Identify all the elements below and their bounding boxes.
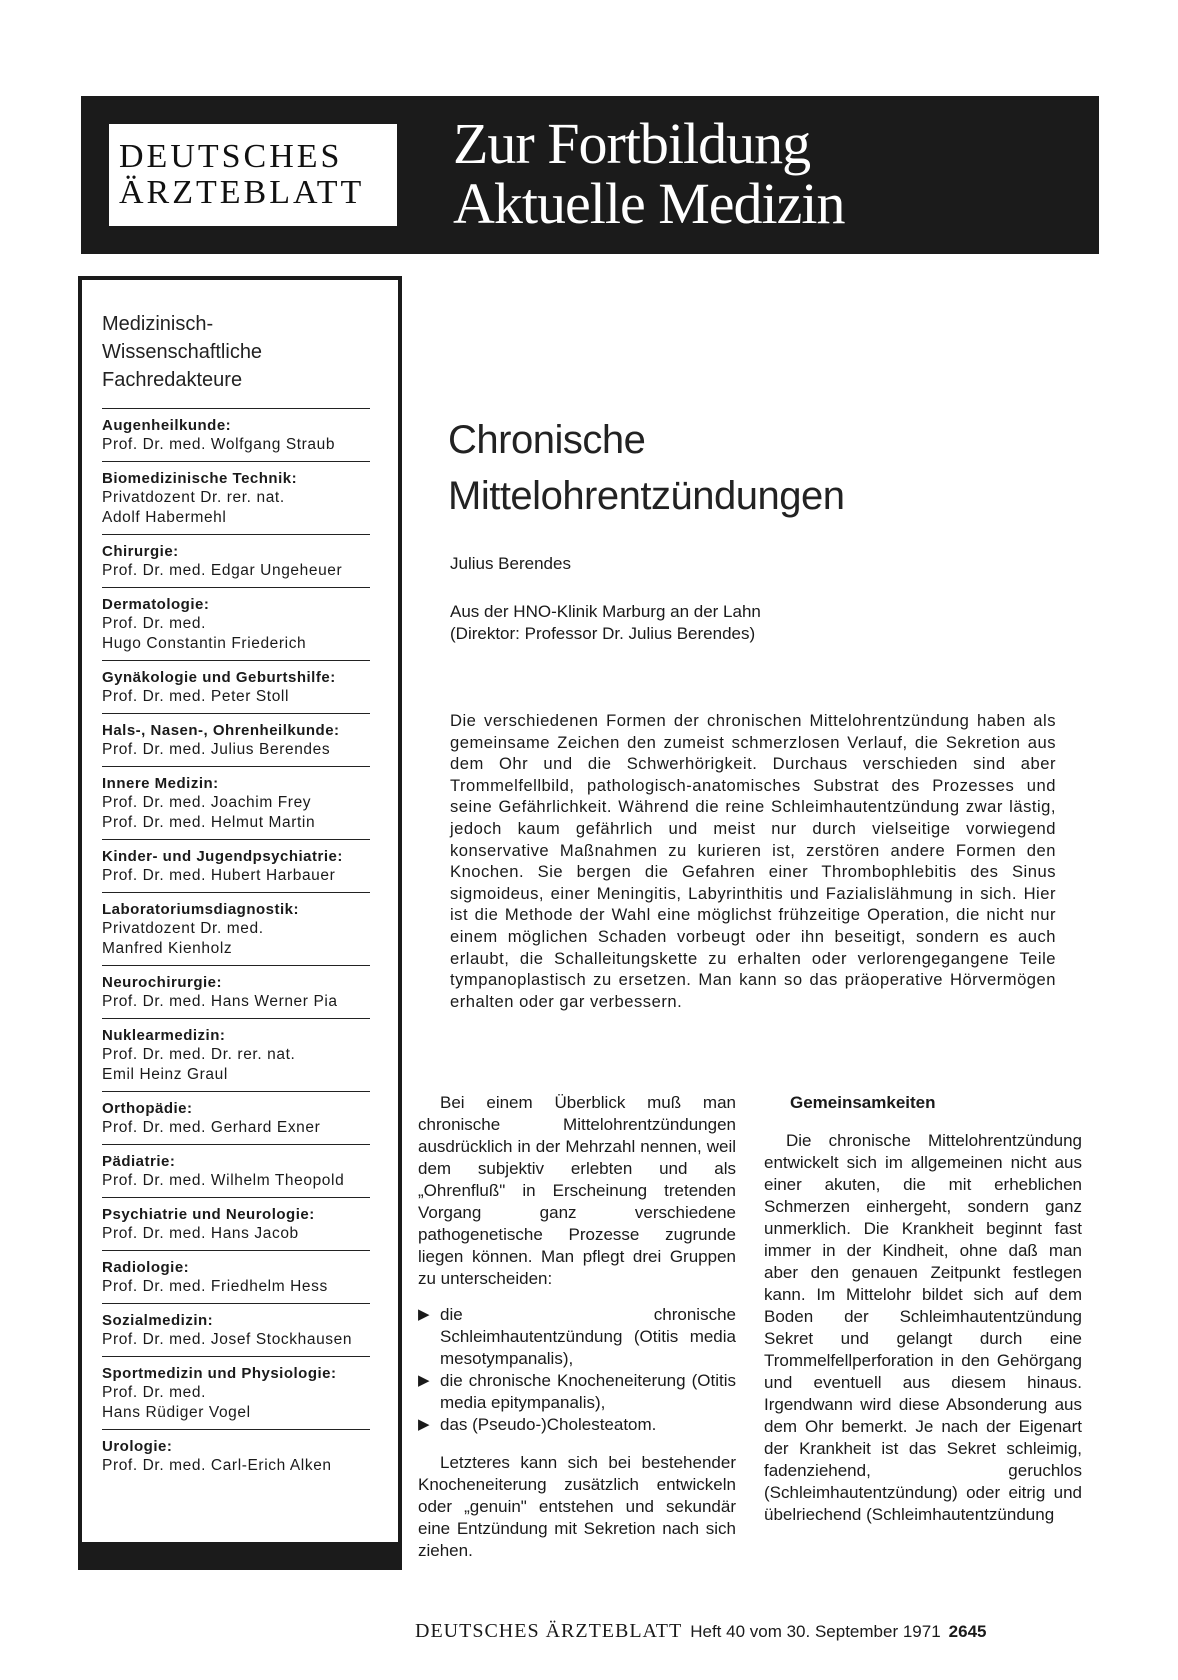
list-item-text: die chronische Schleimhautentzündung (Otitis media mesotympanalis),	[440, 1305, 736, 1368]
body-paragraph: Die chronische Mittelohrentzündung entwickelt sich im allgemeinen nicht aus einer akuten, die mit erheblichen Schmerzen einhergeht, sondern ganz unmerklich. Die Krankheit beginnt fast immer in der Kindheit, ohne daß man aber den genauen Zeitpunkt festlegen kann. Im Mittelohr bildet sich auf dem Boden der Schleimhautentzündung Sekret und gelangt durch eine Trommelfellperforation in den Gehörgang und eventuell aus diesem hinaus. Irgendwann wird diese Absonderung aus dem Ohr bemerkt. Je nach der Eigenart der Krankheit ist das Sekret schleimig, fadenziehend, geruchlos (Schleimhautentzündung) oder eitrig und übelriechend (Schleimhautentzündung	[764, 1131, 1082, 1524]
triangle-bullet-icon: ▶	[418, 1306, 430, 1323]
editor-entry	[102, 660, 370, 713]
editor-name: Prof. Dr. med. Wolfgang Straub	[102, 436, 336, 453]
editor-name: Privatdozent Dr. rer. nat.	[102, 489, 285, 506]
editor-entry	[102, 1250, 370, 1303]
editor-name: Adolf Habermehl	[102, 509, 227, 526]
editor-field: Laboratoriumsdiagnostik:	[102, 901, 300, 918]
editor-entry	[102, 408, 370, 461]
editor-entry	[102, 461, 370, 534]
editor-name: Prof. Dr. med. Joachim Frey	[102, 794, 312, 811]
editor-name: Prof. Dr. med. Wilhelm Theopold	[102, 1172, 345, 1189]
sidebar-heading	[102, 310, 398, 394]
editor-entry	[102, 1356, 370, 1429]
editor-entry	[102, 1197, 370, 1250]
article-abstract: Die verschiedenen Formen der chronischen Mittelohrentzündung haben als gemeinsame Zeichen den zumeist schmerzlosen Verlauf, die Sekretion aus dem Ohr und die Schwerhörigkeit. Durchaus verschieden sind aber Trommelfellbild, pathologisch-anatomisches Substrat des Prozesses und seine Gefährlichkeit. Während die reine Schleimhautentzündung zwar lästig, jedoch kaum gefährlich und meist nur durch vielseitige vorwiegend konservative Maßnahmen zu kurieren ist, zerstören andere Formen den Knochen. Sie bergen die Gefahren einer Thrombophlebitis des Sinus sigmoideus, einer Meningitis, Labyrinthitis und Fazialislähmung in sich. Hier ist die Methode der Wahl eine möglichst frühzeitige Operation, die nicht nur einem möglichen Schaden vorbeugt oder ihn beseitigt, sondern es auch erlaubt, die Schalleitungskette zu erhalten oder verlorengegangene Teile tympanoplastisch zu ersetzen. Man kann so das präoperative Hörvermögen erhalten oder gar verbessern.	[450, 711, 1056, 1011]
editor-entry	[102, 1144, 370, 1197]
triangle-bullet-icon: ▶	[418, 1372, 430, 1389]
editor-list	[102, 408, 398, 1482]
sidebar-heading-line: Fachredakteure	[102, 369, 243, 391]
list-item-text: das (Pseudo-)Cholesteatom.	[440, 1415, 657, 1434]
section-title-line-2: Aktuelle Medizin	[453, 171, 845, 236]
header-banner	[81, 96, 1099, 254]
editor-name: Hans Rüdiger Vogel	[102, 1404, 251, 1421]
editor-field: Dermatologie:	[102, 596, 210, 613]
article-affiliation	[450, 601, 761, 645]
editor-name: Prof. Dr. med.	[102, 1384, 207, 1401]
editor-name: Prof. Dr. med. Edgar Ungeheuer	[102, 562, 343, 579]
list-item	[418, 1370, 736, 1414]
affiliation-line-2: (Direktor: Professor Dr. Julius Berendes)	[450, 624, 756, 643]
editor-name: Prof. Dr. med. Dr. rer. nat.	[102, 1046, 296, 1063]
editor-entry	[102, 766, 370, 839]
editor-field: Psychiatrie und Neurologie:	[102, 1206, 315, 1223]
editor-entry	[102, 713, 370, 766]
list-item-text: die chronische Knocheneiterung (Otitis media epitympanalis),	[440, 1371, 736, 1412]
editor-name: Prof. Dr. med. Julius Berendes	[102, 741, 331, 758]
editor-name: Manfred Kienholz	[102, 940, 233, 957]
editor-field: Sozialmedizin:	[102, 1312, 214, 1329]
editor-field: Urologie:	[102, 1438, 173, 1455]
sidebar-heading-line: Medizinisch-	[102, 313, 214, 335]
editor-field: Sportmedizin und Physiologie:	[102, 1365, 337, 1382]
list-item	[418, 1414, 736, 1436]
article-author: Julius Berendes	[450, 554, 571, 573]
sidebar-heading-line: Wissenschaftliche	[102, 341, 263, 363]
page-footer	[415, 1620, 986, 1643]
journal-logo	[109, 124, 397, 226]
editor-entry	[102, 1091, 370, 1144]
body-column-left	[418, 1092, 736, 1576]
editor-name: Emil Heinz Graul	[102, 1066, 228, 1083]
footer-journal-name: DEUTSCHES ÄRZTEBLATT	[415, 1620, 683, 1642]
editor-entry	[102, 1018, 370, 1091]
logo-line-2: ÄRZTEBLATT	[119, 174, 365, 211]
article-title-line-1: Chronische	[448, 418, 646, 462]
editor-name: Prof. Dr. med. Hans Jacob	[102, 1225, 299, 1242]
article-title	[448, 412, 844, 524]
editor-name: Prof. Dr. med. Peter Stoll	[102, 688, 290, 705]
triangle-bullet-icon: ▶	[418, 1416, 430, 1433]
body-paragraph: Bei einem Überblick muß man chronische Mittelohrentzündungen ausdrücklich in der Mehrzahl nennen, weil dem subjektiv erlebten und als „Ohrenfluß" in Erscheinung tretenden Vorgang ganz verschiedene pathogenetische Prozesse zugrunde liegen können. Man pflegt drei Gruppen zu unterscheiden:	[418, 1093, 736, 1288]
logo-line-1: DEUTSCHES	[119, 138, 343, 175]
editor-field: Chirurgie:	[102, 543, 179, 560]
section-heading: Gemeinsamkeiten	[790, 1093, 936, 1112]
editor-name: Prof. Dr. med.	[102, 615, 207, 632]
body-column-right	[764, 1092, 1082, 1540]
article-title-line-2: Mittelohrentzündungen	[448, 474, 845, 518]
editor-name: Prof. Dr. med. Gerhard Exner	[102, 1119, 321, 1136]
editor-entry	[102, 892, 370, 965]
editor-field: Radiologie:	[102, 1259, 190, 1276]
editor-entry	[102, 534, 370, 587]
page-number: 2645	[948, 1622, 987, 1641]
editor-name: Hugo Constantin Friederich	[102, 635, 307, 652]
editor-field: Innere Medizin:	[102, 775, 219, 792]
editor-field: Kinder- und Jugendpsychiatrie:	[102, 848, 343, 865]
list-item	[418, 1304, 736, 1370]
editor-name: Prof. Dr. med. Josef Stockhausen	[102, 1331, 353, 1348]
editor-field: Augenheilkunde:	[102, 417, 232, 434]
editors-sidebar	[78, 276, 402, 1570]
editor-name: Prof. Dr. med. Friedhelm Hess	[102, 1278, 328, 1295]
group-list	[418, 1304, 736, 1436]
editor-name: Prof. Dr. med. Helmut Martin	[102, 814, 316, 831]
editor-name: Prof. Dr. med. Carl-Erich Alken	[102, 1457, 332, 1474]
editor-name: Privatdozent Dr. med.	[102, 920, 264, 937]
editor-entry	[102, 1429, 370, 1482]
editor-field: Nuklearmedizin:	[102, 1027, 226, 1044]
editor-field: Gynäkologie und Geburtshilfe:	[102, 669, 336, 686]
editor-entry	[102, 965, 370, 1018]
editor-entry	[102, 839, 370, 892]
editor-field: Pädiatrie:	[102, 1153, 176, 1170]
affiliation-line-1: Aus der HNO-Klinik Marburg an der Lahn	[450, 602, 761, 621]
footer-issue: Heft 40 vom 30. September 1971	[690, 1622, 941, 1641]
section-title-line-1: Zur Fortbildung	[453, 111, 811, 176]
editor-field: Hals-, Nasen-, Ohrenheilkunde:	[102, 722, 340, 739]
editor-field: Orthopädie:	[102, 1100, 193, 1117]
editor-entry	[102, 587, 370, 660]
editor-name: Prof. Dr. med. Hubert Harbauer	[102, 867, 336, 884]
section-title	[453, 111, 845, 236]
body-paragraph: Letzteres kann sich bei bestehender Knocheneiterung zusätzlich entwickeln oder „genuin" entstehen und sekundär eine Entzündung mit Sekretion nach sich ziehen.	[418, 1453, 736, 1560]
editor-field: Neurochirurgie:	[102, 974, 223, 991]
editor-field: Biomedizinische Technik:	[102, 470, 298, 487]
editor-name: Prof. Dr. med. Hans Werner Pia	[102, 993, 338, 1010]
editor-entry	[102, 1303, 370, 1356]
